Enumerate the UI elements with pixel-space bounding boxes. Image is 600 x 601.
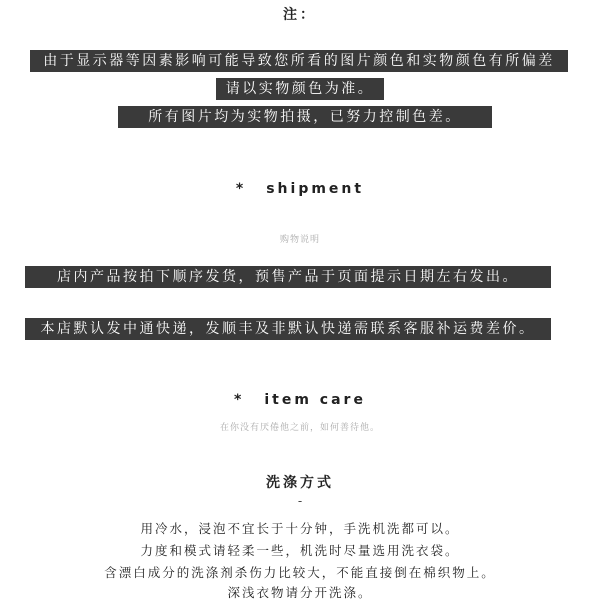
note-line-1: 由于显示器等因素影响可能导致您所看的图片颜色和实物颜色有所偏差: [43, 53, 555, 69]
washing-line-2: 力度和模式请轻柔一些，机洗时尽量选用洗衣袋。: [140, 543, 460, 558]
washing-divider: -: [297, 494, 303, 508]
item-care-heading: [0, 392, 600, 408]
washing-line-1: 用冷水，浸泡不宜长于十分钟，手洗机洗都可以。: [140, 521, 460, 536]
note-line-2: 请以实物颜色为准。: [225, 81, 375, 97]
washing-line-3: 含漂白成分的洗涤剂杀伤力比较大，不能直接倒在棉织物上。: [104, 565, 496, 580]
shipment-heading-text: shipment: [266, 181, 365, 197]
shipment-line-1: 店内产品按拍下顺序发货，预售产品于页面提示日期左右发出。: [57, 269, 519, 285]
shipment-subtitle: 购物说明: [279, 235, 320, 245]
washing-title: 洗涤方式: [266, 475, 334, 491]
shipment-line-2: 本店默认发中通快递，发顺丰及非默认快递需联系客服补运费差价。: [40, 321, 536, 337]
item-care-subtitle: 在你没有厌倦他之前，如何善待他。: [219, 423, 380, 433]
shipment-heading: [0, 181, 600, 197]
note-line-3: 所有图片均为实物拍摄，已努力控制色差。: [148, 109, 462, 125]
washing-line-4: 深浅衣物请分开洗涤。: [227, 585, 373, 600]
note-bar-color-difference: [30, 50, 568, 72]
item-care-star: *: [234, 392, 245, 408]
shipment-star: *: [235, 181, 247, 197]
shipment-bar-order: [25, 266, 551, 288]
note-bar-actual-color: [216, 78, 384, 100]
note-title: 注：: [283, 7, 317, 23]
item-care-heading-text: item care: [264, 392, 366, 408]
note-bar-photos: [118, 106, 492, 128]
shipment-bar-courier: [25, 318, 551, 340]
